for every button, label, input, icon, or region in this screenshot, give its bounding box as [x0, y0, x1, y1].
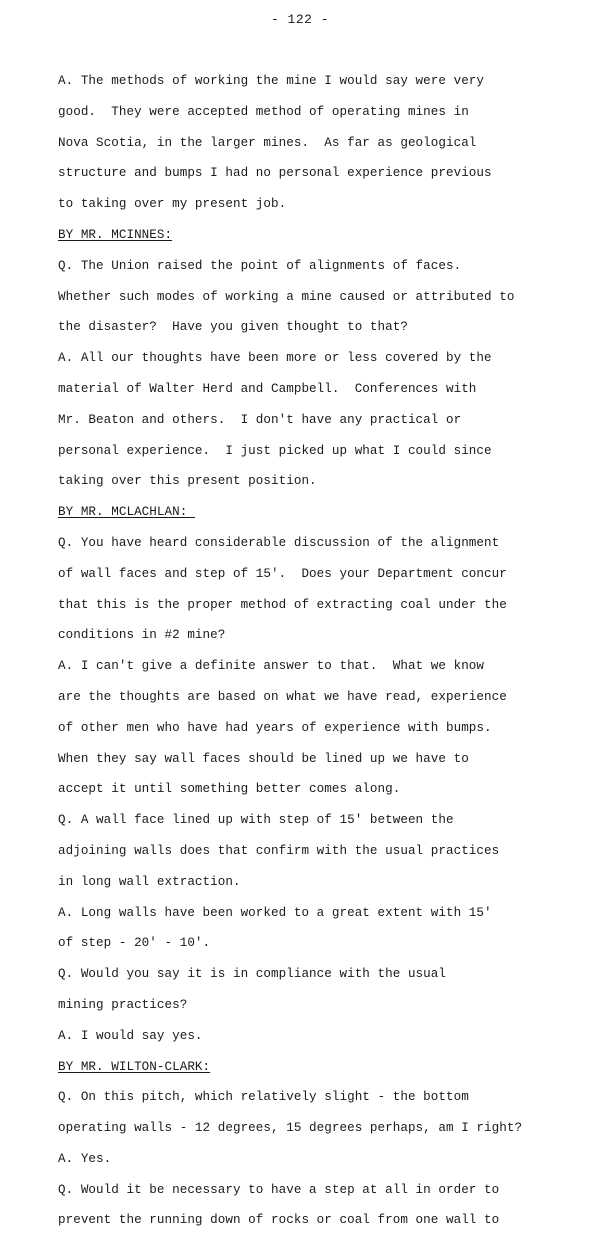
transcript-line: A. I would say yes. — [58, 1028, 203, 1043]
transcript-line: in long wall extraction. — [58, 874, 241, 889]
transcript-line: A. I can't give a definite answer to that. What we know — [58, 659, 485, 674]
transcript-body — [58, 71, 578, 1241]
transcript-line: Q. Would it be necessary to have a step at all in order to — [58, 1182, 500, 1197]
speaker-heading: BY MR. WILTON-CLARK: — [58, 1059, 211, 1074]
transcript-line: material of Walter Herd and Campbell. Conferences with — [58, 381, 477, 396]
transcript-line: of step - 20' - 10'. — [58, 936, 211, 951]
transcript-line: are the thoughts are based on what we have read, experience — [58, 689, 507, 704]
transcript-line: Q. The Union raised the point of alignments of faces. — [58, 258, 462, 273]
transcript-line: A. The methods of working the mine I would say were very — [58, 74, 485, 88]
transcript-line: good. They were accepted method of operating mines in — [58, 104, 469, 119]
transcript-line: Nova Scotia, in the larger mines. As far as geological — [58, 135, 477, 150]
transcript-line: operating walls - 12 degrees, 15 degrees perhaps, am I right? — [58, 1121, 523, 1136]
transcript-line: adjoining walls does that confirm with the usual practices — [58, 843, 500, 858]
transcript-line: A. Long walls have been worked to a great extent with 15' — [58, 905, 492, 920]
transcript-line: of other men who have had years of experience with bumps. — [58, 720, 492, 735]
transcript-line: A. All our thoughts have been more or less covered by the — [58, 351, 492, 366]
transcript-line: A. Yes. — [58, 1151, 112, 1166]
transcript-line: structure and bumps I had no personal experience previous — [58, 166, 492, 181]
transcript-line: Q. Would you say it is in compliance with the usual — [58, 967, 446, 982]
transcript-line: Whether such modes of working a mine caused or attributed to — [58, 289, 515, 304]
transcript-line: to taking over my present job. — [58, 197, 287, 212]
transcript-line: of wall faces and step of 15'. Does your Department concur — [58, 566, 507, 581]
speaker-heading: BY MR. MCLACHLAN: — [58, 505, 195, 520]
transcript-line: personal experience. I just picked up what I could since — [58, 443, 492, 458]
page-number: - 122 - — [270, 12, 330, 27]
transcript-line: Q. A wall face lined up with step of 15' between the — [58, 813, 454, 828]
speaker-heading: BY MR. MCINNES: — [58, 227, 173, 242]
transcript-line: Q. You have heard considerable discussion of the alignment — [58, 535, 500, 550]
transcript-line: mining practices? — [58, 997, 188, 1012]
transcript-line: accept it until something better comes along. — [58, 782, 401, 797]
transcript-line: that this is the proper method of extracting coal under the — [58, 597, 507, 612]
transcript-line: the disaster? Have you given thought to that? — [58, 320, 408, 335]
transcript-line: taking over this present position. — [58, 474, 317, 489]
transcript-line: Q. On this pitch, which relatively slight - the bottom — [58, 1090, 469, 1105]
transcript-line: When they say wall faces should be lined up we have to — [58, 751, 469, 766]
transcript-line: Mr. Beaton and others. I don't have any practical or — [58, 412, 462, 427]
transcript-line: prevent the running down of rocks or coal from one wall to — [58, 1213, 500, 1228]
transcript-line: conditions in #2 mine? — [58, 628, 226, 643]
